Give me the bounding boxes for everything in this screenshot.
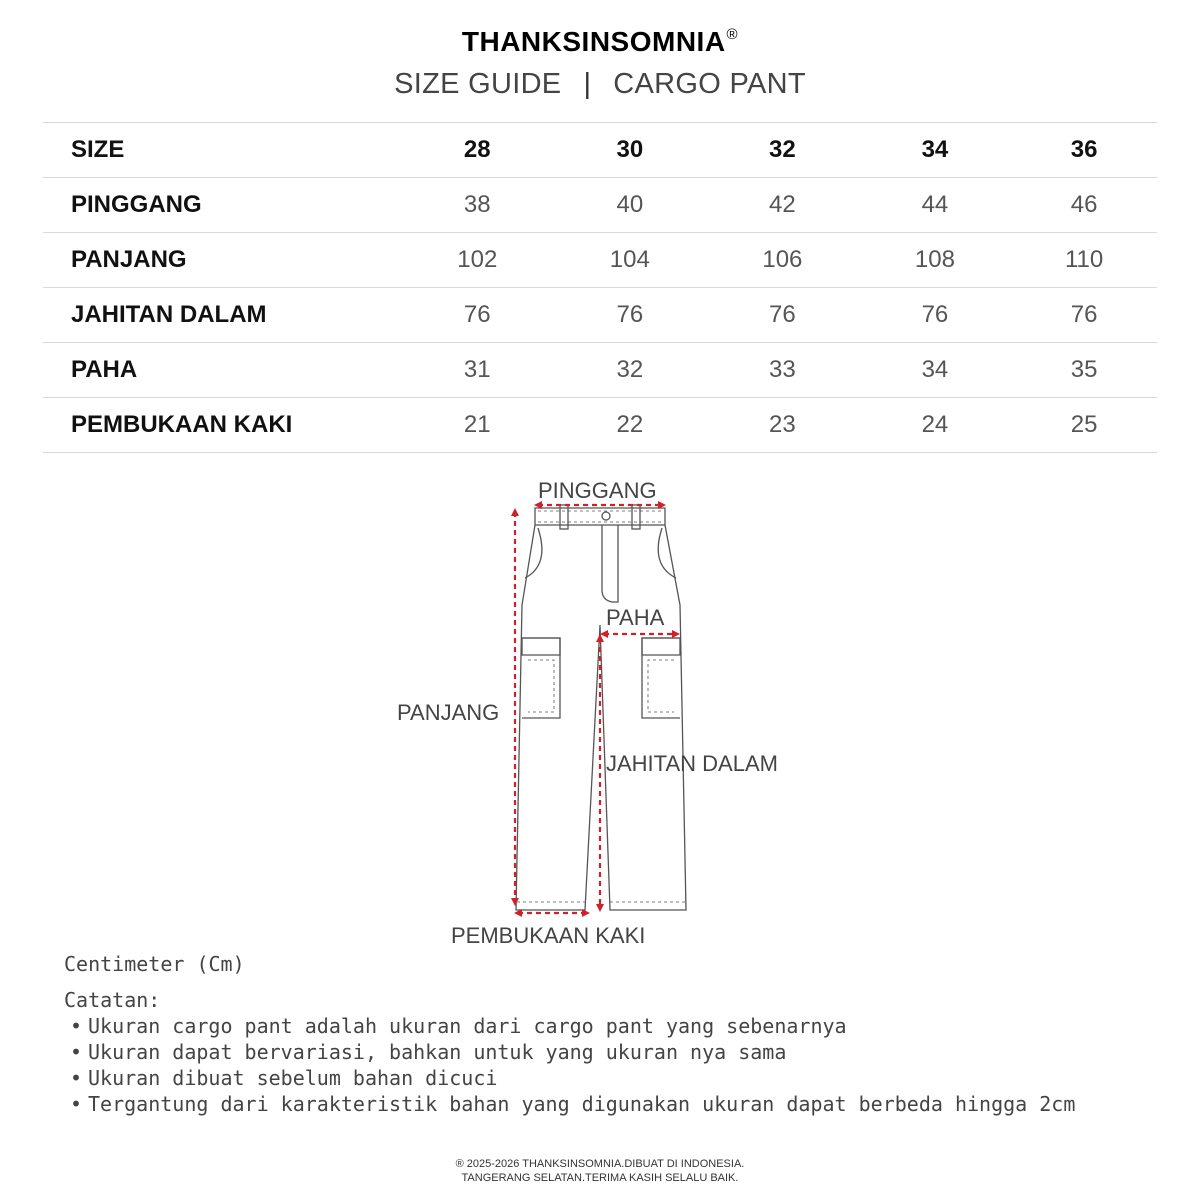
table-cell: 102 xyxy=(401,233,554,288)
subtitle-separator: | xyxy=(583,68,592,100)
table-cell: 25 xyxy=(1011,398,1157,453)
table-row-jahitan-dalam xyxy=(43,288,1157,343)
label-paha: PAHA xyxy=(606,605,665,630)
footer-line-2: TANGERANG SELATAN.TERIMA KASIH SELALU BAIK. xyxy=(461,1172,739,1184)
table-row-panjang xyxy=(43,233,1157,288)
row-label: JAHITAN DALAM xyxy=(43,288,401,343)
footer-line-1: ® 2025-2026 THANKSINSOMNIA.DIBUAT DI INDONESIA. xyxy=(455,1158,745,1170)
bullet: • xyxy=(70,1014,83,1038)
bullet: • xyxy=(70,1066,83,1090)
subtitle-size-guide: SIZE GUIDE xyxy=(394,68,562,100)
row-label: PANJANG xyxy=(43,233,401,288)
registered-mark: ® xyxy=(726,26,739,43)
table-cell: 110 xyxy=(1011,233,1157,288)
table-cell: 33 xyxy=(706,343,859,398)
measurement-diagram xyxy=(380,470,820,950)
page-subtitle xyxy=(0,68,1200,101)
size-header-label: SIZE xyxy=(43,123,401,178)
table-cell: 24 xyxy=(859,398,1012,453)
table-cell: 23 xyxy=(706,398,859,453)
list-item xyxy=(70,1039,1075,1065)
note-text: Tergantung dari karakteristik bahan yang digunakan ukuran dapat berbeda hingga 2cm xyxy=(88,1092,1076,1116)
table-cell: 32 xyxy=(554,343,707,398)
table-cell: 31 xyxy=(401,343,554,398)
notes-title: Catatan: xyxy=(64,988,161,1012)
table-cell: 46 xyxy=(1011,178,1157,233)
footer xyxy=(0,1157,1200,1185)
row-label: PAHA xyxy=(43,343,401,398)
label-jahitan-dalam: JAHITAN DALAM xyxy=(606,751,778,776)
table-cell: 76 xyxy=(554,288,707,343)
note-text: Ukuran dibuat sebelum bahan dicuci xyxy=(88,1066,498,1090)
table-cell: 76 xyxy=(401,288,554,343)
label-panjang: PANJANG xyxy=(397,700,500,725)
size-col-header: 32 xyxy=(706,123,859,178)
table-cell: 35 xyxy=(1011,343,1157,398)
table-cell: 44 xyxy=(859,178,1012,233)
subtitle-product: CARGO PANT xyxy=(613,68,806,100)
unit-note: Centimeter (Cm) xyxy=(64,952,245,976)
table-cell: 76 xyxy=(859,288,1012,343)
table-cell: 38 xyxy=(401,178,554,233)
table-cell: 76 xyxy=(706,288,859,343)
table-cell: 104 xyxy=(554,233,707,288)
list-item xyxy=(70,1065,1075,1091)
size-col-header: 28 xyxy=(401,123,554,178)
list-item xyxy=(70,1091,1075,1117)
row-label: PEMBUKAAN KAKI xyxy=(43,398,401,453)
note-text: Ukuran cargo pant adalah ukuran dari cargo pant yang sebenarnya xyxy=(88,1014,847,1038)
size-header-row xyxy=(43,123,1157,178)
label-pinggang: PINGGANG xyxy=(538,478,657,503)
table-cell: 106 xyxy=(706,233,859,288)
size-col-header: 30 xyxy=(554,123,707,178)
table-cell: 34 xyxy=(859,343,1012,398)
notes-list xyxy=(70,1013,1075,1117)
table-cell: 21 xyxy=(401,398,554,453)
table-cell: 40 xyxy=(554,178,707,233)
size-col-header: 36 xyxy=(1011,123,1157,178)
table-row-pinggang xyxy=(43,178,1157,233)
table-cell: 108 xyxy=(859,233,1012,288)
list-item xyxy=(70,1013,1075,1039)
brand-name: THANKSINSOMNIA xyxy=(461,26,726,57)
brand-title xyxy=(0,26,1200,58)
table-row-pembukaan-kaki xyxy=(43,398,1157,453)
table-cell: 42 xyxy=(706,178,859,233)
label-pembukaan-kaki: PEMBUKAAN KAKI xyxy=(451,923,646,948)
table-row-paha xyxy=(43,343,1157,398)
bullet: • xyxy=(70,1040,83,1064)
bullet: • xyxy=(70,1092,83,1116)
table-cell: 22 xyxy=(554,398,707,453)
note-text: Ukuran dapat bervariasi, bahkan untuk yang ukuran nya sama xyxy=(88,1040,787,1064)
size-table xyxy=(43,122,1157,453)
table-cell: 76 xyxy=(1011,288,1157,343)
size-col-header: 34 xyxy=(859,123,1012,178)
row-label: PINGGANG xyxy=(43,178,401,233)
